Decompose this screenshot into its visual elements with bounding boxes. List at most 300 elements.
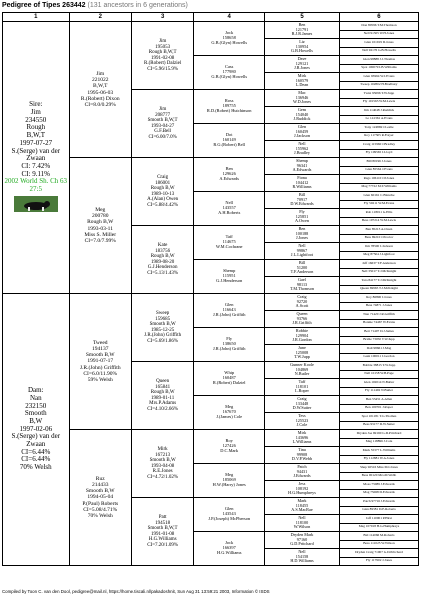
dog-line: R.Williams bbox=[292, 184, 312, 190]
gen2-cell bbox=[69, 294, 131, 430]
gen4-cell bbox=[194, 90, 265, 124]
dog-line: Zwaan bbox=[26, 154, 46, 163]
gen6-cell: Glen 85564 J.Evans bbox=[339, 166, 418, 175]
gen6-cell: Jim 78500 J.Jackson bbox=[339, 243, 418, 252]
column-header: 2 bbox=[69, 13, 131, 22]
dog-line: J.Edwards bbox=[293, 473, 311, 479]
gen6-cell: Nell 92176 G.B.Howells bbox=[339, 47, 418, 56]
dog-line: CI=5.96/15.9% bbox=[147, 66, 179, 72]
dog-line: 160579 bbox=[295, 77, 309, 83]
dog-line: Smooth B,W bbox=[85, 488, 115, 495]
dog-line: 129626 bbox=[222, 171, 236, 177]
gen6-cell: Fly 50211 W.M.Evans bbox=[339, 200, 418, 209]
dog-line: 208777 bbox=[155, 112, 171, 118]
gen3-cell bbox=[131, 362, 193, 430]
dog-line: J.P.(Joseph) McPherson bbox=[208, 515, 251, 521]
dog-line: J.R.(John) Griffith bbox=[212, 345, 246, 351]
gen5-cell bbox=[265, 243, 340, 260]
dog-line: Bill bbox=[298, 192, 306, 198]
dog-line: Rough B,W,T bbox=[148, 50, 177, 55]
gen5-cell bbox=[265, 73, 340, 90]
dog-line: T.M.Thomson bbox=[290, 286, 314, 292]
dog-line: 97160 bbox=[296, 536, 308, 542]
dog-line: 125008 bbox=[295, 349, 309, 355]
gen5-cell bbox=[265, 549, 340, 566]
gen6-cell: Gunt 100011 J.Gordon bbox=[339, 353, 418, 362]
gen6-cell: Roy 117305 R.Frayer bbox=[339, 132, 418, 141]
dog-line: 1995-06-03 bbox=[87, 89, 114, 96]
gen5-cell bbox=[265, 396, 340, 413]
gen6-cell: Bess 111025 W.Wilson bbox=[339, 540, 418, 549]
dog-line: 183756 bbox=[155, 248, 171, 254]
gen4-cell bbox=[194, 192, 265, 226]
dog-line: A.Edwards bbox=[219, 175, 239, 181]
gen4-cell bbox=[194, 532, 265, 566]
title-note: 2002 World Sh. Ch 63 27:5 bbox=[4, 177, 68, 193]
dog-line: 194518 bbox=[155, 520, 171, 526]
dog-line: Fly bbox=[299, 209, 305, 215]
dog-line: 232150 bbox=[25, 401, 47, 410]
dog-line: 155962 bbox=[295, 145, 309, 151]
dog-line: Taff bbox=[225, 234, 233, 240]
dog-line: 1994-05-04 bbox=[87, 494, 114, 501]
gen6-cell: Glen 101919 D.Jones bbox=[339, 39, 418, 48]
gen6-cell: Mark 55377 L.Williams bbox=[339, 447, 418, 456]
gen6-cell: Nell 10158 W.B.Page bbox=[339, 370, 418, 379]
dog-line: 160149 bbox=[222, 137, 236, 143]
dog-line: J.R.Gordon bbox=[292, 337, 312, 343]
dog-line: Craig bbox=[297, 396, 307, 402]
dog-line: 136946 bbox=[295, 94, 309, 100]
dog-line: CI: 9.11% bbox=[21, 169, 51, 178]
dog-line: Jim bbox=[96, 71, 105, 78]
dog-line: 118100 bbox=[295, 519, 309, 525]
dog-line: Rough B,W bbox=[150, 254, 175, 259]
dog-line: Ben bbox=[225, 166, 233, 172]
gen4-cell bbox=[194, 260, 265, 294]
dog-line: 108192 bbox=[295, 485, 309, 491]
gen4-cell bbox=[194, 362, 265, 396]
dog-line: CI=4.10/2.66% bbox=[147, 406, 179, 412]
dog-line: Smooth B,W bbox=[149, 322, 176, 327]
dog-line: D.W.Edwards bbox=[290, 201, 314, 207]
dog-line: D.V.P.Webb bbox=[291, 456, 313, 462]
dog-line: CI=6.0/11.90% bbox=[83, 370, 118, 377]
gen5-cell bbox=[265, 379, 340, 396]
dog-line: J.Jackson bbox=[294, 133, 310, 139]
gen6-cell: Meg 87504 J.Lightfoot bbox=[339, 251, 418, 260]
dog-line: Rough B,W bbox=[150, 186, 175, 191]
dog-line: A.Edwards bbox=[292, 167, 312, 173]
dog-line: Liz bbox=[299, 39, 305, 45]
gen5-cell bbox=[265, 277, 340, 294]
dog-line: Nell bbox=[298, 141, 306, 147]
gen5-cell bbox=[265, 515, 340, 532]
dog-line: S.(Serge) van der bbox=[11, 146, 61, 155]
dog-line: 1989-08-20 bbox=[150, 259, 175, 265]
gen4-cell bbox=[194, 328, 265, 362]
gen6-cell: Don 80596 T.M.Thomson bbox=[339, 22, 418, 31]
dog-line: CI=4.72/1.02% bbox=[147, 474, 179, 480]
dog-line: 159685 bbox=[155, 316, 171, 322]
dog-line: 1997-07-27 bbox=[19, 138, 53, 147]
dog-line: 1993-04-08 bbox=[150, 463, 175, 469]
gen5-cell bbox=[265, 345, 340, 362]
gen6-cell: Patch 97716 J.Edwards bbox=[339, 498, 418, 507]
dog-line: W.Wilson bbox=[293, 524, 311, 530]
gen5-cell bbox=[265, 107, 340, 124]
dog-line: Ben bbox=[298, 22, 306, 28]
dog-line: P.(Paul) Roberts bbox=[82, 500, 119, 507]
dog-line: 167213 bbox=[155, 452, 171, 458]
dog-line: 70% Welsh bbox=[19, 463, 52, 472]
dog-line: Queen bbox=[296, 311, 308, 317]
dog-line: Ross bbox=[224, 98, 234, 104]
dog-line: Jess bbox=[298, 481, 306, 487]
gen3-cell bbox=[131, 294, 193, 362]
dog-line: D.W.Sutter bbox=[292, 405, 312, 411]
gen5-cell bbox=[265, 328, 340, 345]
gen4-cell bbox=[194, 498, 265, 532]
dog-line: 1989-01-11 bbox=[151, 395, 175, 401]
dog-line: H.G.Williams bbox=[148, 537, 177, 542]
gen6-cell: Ben 85213 A.Owen bbox=[339, 226, 418, 235]
column-header: 3 bbox=[131, 13, 193, 22]
dog-line: 104412 bbox=[295, 179, 309, 185]
dog-line: A.S.MacRae bbox=[291, 507, 313, 513]
dog-line: 165841 bbox=[155, 384, 171, 390]
dog-line: Mark bbox=[297, 498, 307, 504]
dog-line: J.R.(John) Griffith bbox=[212, 311, 246, 317]
column-header: 4 bbox=[194, 13, 265, 22]
gen6-cell: Meg 107018 H.G.Humphreys bbox=[339, 523, 418, 532]
gen6-cell: Nell 91305 W.H.Jones bbox=[339, 30, 418, 39]
gen4-cell bbox=[194, 430, 265, 464]
dog-line: Miss S. Miller bbox=[84, 231, 117, 238]
dog-line: 143557 bbox=[222, 205, 236, 211]
gen6-cell: Queen 69965 T.J.McKnight bbox=[339, 285, 418, 294]
gen6-cell: Ben 55451 A.Allen bbox=[339, 396, 418, 405]
gen4-cell bbox=[194, 124, 265, 158]
dog-line: Meg bbox=[225, 404, 234, 410]
dog-line: 118101 bbox=[295, 383, 309, 389]
gen6-cell: Fly 111492 N.Butler bbox=[339, 387, 418, 396]
dog-line: G.B.Howells bbox=[291, 48, 313, 54]
gen6-cell: Glen 60161 C.Blanche bbox=[339, 192, 418, 201]
gen6-cell: Craig 115960 J.Bradley bbox=[339, 141, 418, 150]
dog-line: J.L.Lightfoot bbox=[290, 252, 314, 258]
gen6-cell: Bess 69210 J.Proctor bbox=[339, 234, 418, 243]
gen6-cell: Bobbie 38815 T.W.Jupp bbox=[339, 362, 418, 371]
dog-line: J.Ruddick bbox=[293, 116, 311, 122]
gen5-cell bbox=[265, 532, 340, 549]
dog-line: 127426 bbox=[222, 443, 236, 449]
dog-line: CI=6.00/7.0% bbox=[148, 134, 177, 140]
dog-line: 96341 bbox=[296, 162, 308, 168]
gen6-cell: Bess 107214 W.M.Lewis bbox=[339, 217, 418, 226]
dog-line: D.C.Mark bbox=[220, 447, 239, 453]
dog-line: Rough B,W bbox=[150, 390, 175, 395]
gen6-cell: Bridie 73050 T.W.Jupp bbox=[339, 336, 418, 345]
dog-line: Shemp bbox=[223, 268, 236, 274]
gen5-cell bbox=[265, 56, 340, 73]
gen3-cell bbox=[131, 90, 193, 158]
dog-line: R.D.(Robert) Hutchinson bbox=[206, 107, 252, 113]
dog-line: Jock bbox=[225, 540, 234, 546]
dog-line: 104869 bbox=[295, 366, 309, 372]
gen5-cell bbox=[265, 90, 340, 107]
dog-line: 154040 bbox=[295, 111, 309, 117]
gen5-cell bbox=[265, 362, 340, 379]
dog-line: Smooth bbox=[24, 409, 47, 418]
gen6-cell: Shep 92516 Miss M.I.Jones bbox=[339, 464, 418, 473]
dog-line: 129121 bbox=[295, 60, 309, 66]
gen5-cell bbox=[265, 209, 340, 226]
dog-line: 70% Welsh bbox=[87, 512, 113, 519]
gen2-cell bbox=[69, 430, 131, 566]
gen6-cell: Fly 117902 J.Jones bbox=[339, 557, 418, 566]
dog-line: 125523 bbox=[295, 417, 309, 423]
gen4-cell bbox=[194, 464, 265, 498]
dog-line: Dam: bbox=[27, 386, 44, 395]
gen5-cell bbox=[265, 311, 340, 328]
gen6-cell: Bess 74871 J.Jones bbox=[339, 302, 418, 311]
dog-line: 1991-02-08 bbox=[150, 55, 175, 61]
gen6-cell: Bonnie 74467 W.Evans bbox=[339, 319, 418, 328]
dog-line: Patt bbox=[158, 515, 167, 520]
dog-line: Dryden Mark bbox=[290, 532, 314, 538]
dog-line: Smooth B,W,T bbox=[147, 118, 178, 123]
dog-line: 98113 bbox=[296, 281, 308, 287]
dog-line: Craig bbox=[157, 175, 169, 180]
dog-line: 158658 bbox=[222, 35, 236, 41]
dog-line: 1989-10-13 bbox=[150, 191, 175, 197]
gen5-cell bbox=[265, 22, 340, 39]
gen5-cell bbox=[265, 260, 340, 277]
dog-line: CI=7.0/7.99% bbox=[84, 237, 116, 244]
dog-line: 221022 bbox=[91, 77, 109, 84]
dog-line: June bbox=[298, 345, 306, 351]
dog-line: 186001 bbox=[155, 180, 171, 186]
dog-line: Gunner Koole bbox=[290, 362, 314, 368]
dog-line: Glen bbox=[224, 302, 234, 308]
dog-line: Nell bbox=[298, 549, 306, 555]
gen4-cell bbox=[194, 22, 265, 56]
dog-line: N.Butler bbox=[294, 371, 310, 377]
dog-line: W.M.Cochrane bbox=[215, 243, 243, 249]
gen6-cell: Bill 80196 J.Jones bbox=[339, 158, 418, 167]
gen5-cell bbox=[265, 464, 340, 481]
gen6-cell: Bert 71407 D.J.James bbox=[339, 328, 418, 337]
gen6-cell: Lo 141361 A.Evans bbox=[339, 115, 418, 124]
gen6-cell: Spot 100079 I.B.Williams bbox=[339, 64, 418, 73]
gen3-cell bbox=[131, 158, 193, 226]
dog-line: 143543 bbox=[222, 511, 236, 517]
dog-line: Ruz bbox=[95, 476, 105, 483]
dog-line: Cass bbox=[225, 64, 234, 70]
gen6-cell: Roy 86890 J.Jones bbox=[339, 294, 418, 303]
dog-line: CI: 7.42% bbox=[21, 161, 51, 170]
dog-line: Jim bbox=[159, 107, 167, 112]
dog-line: Mac bbox=[298, 90, 306, 96]
dog-line: Dot bbox=[225, 132, 233, 138]
dog-line: 115951 bbox=[222, 273, 236, 279]
gen5-cell bbox=[265, 175, 340, 192]
dog-line: Fly bbox=[226, 336, 233, 342]
dog-line: Nell bbox=[298, 515, 306, 521]
gen6-cell: Nell 35017 T.J.McKnight bbox=[339, 268, 418, 277]
dog-line: Jim bbox=[159, 39, 167, 44]
dog-line: H.W.(Harry) Jones bbox=[212, 481, 246, 487]
dog-line: Roy bbox=[225, 438, 233, 444]
gen5-cell bbox=[265, 124, 340, 141]
dog-line: S.(Serge) van der bbox=[11, 432, 61, 441]
dog-line: 94431 bbox=[296, 468, 308, 474]
sire-cell bbox=[3, 22, 70, 294]
dog-line: Mrs.P.Adams bbox=[149, 401, 177, 406]
dog-line: Sweep bbox=[155, 311, 170, 316]
gen2-cell bbox=[69, 22, 131, 158]
dog-line: Kate bbox=[157, 243, 168, 248]
dog-line: Jim bbox=[30, 108, 41, 117]
dog-line: CI=5.13/1.43% bbox=[147, 270, 179, 276]
gen4-cell bbox=[194, 56, 265, 90]
gen5-cell bbox=[265, 39, 340, 56]
dog-line: CI=5.08/4.71% bbox=[83, 506, 118, 513]
dog-line: CI=6.44% bbox=[21, 447, 51, 456]
gen6-cell: Rags 106110 J.P.Jones bbox=[339, 175, 418, 184]
gen3-cell bbox=[131, 498, 193, 566]
column-header: 6 bbox=[339, 13, 418, 22]
gen6-cell: Bess 90120 Mrs.M.Webb bbox=[339, 472, 418, 481]
dog-line: 234550 bbox=[25, 115, 47, 124]
dog-line: 99867 bbox=[296, 247, 308, 253]
dog-photo bbox=[14, 196, 58, 212]
dog-line: B,W,T bbox=[26, 131, 45, 140]
dog-line: H.D.Williams bbox=[290, 558, 314, 564]
dog-line: Shemp bbox=[296, 158, 308, 164]
dog-line: 114675 bbox=[222, 239, 236, 245]
gen6-cell: Glen 98888 J.J.Thomas bbox=[339, 56, 418, 65]
gen6-cell: Jim 114048 J.Ruddick bbox=[339, 107, 418, 116]
dog-line: Rough bbox=[26, 123, 46, 132]
dog-line: T.F.Anderson bbox=[290, 269, 314, 275]
dog-line: R.E.Jones bbox=[152, 469, 173, 474]
dog-line: 166397 bbox=[222, 545, 236, 551]
dog-line: J.Jones bbox=[295, 235, 308, 241]
gen6-cell: Glen 93994 W.J.Evans bbox=[339, 73, 418, 82]
dog-line: 70917 bbox=[296, 196, 308, 202]
dog-line: 93766 bbox=[296, 315, 308, 321]
dog-line: G.J.Henderson bbox=[216, 277, 243, 283]
gen5-cell bbox=[265, 226, 340, 243]
dog-line: CI=5.69/1.86% bbox=[147, 338, 179, 344]
gen5-cell bbox=[265, 158, 340, 175]
dog-line: A.H.Roberts bbox=[218, 209, 241, 215]
dog-line: W.D.Jones bbox=[292, 99, 311, 105]
dog-line: Tess bbox=[298, 413, 306, 419]
dog-line: 200780 bbox=[91, 213, 109, 220]
dog-line: T.W.Jupp bbox=[294, 354, 310, 360]
dog-line: Fiona bbox=[297, 175, 307, 181]
dog-line: Glen bbox=[224, 506, 234, 512]
dog-line: R.J.R.James bbox=[291, 31, 313, 37]
dog-line: Tina bbox=[298, 447, 306, 453]
dog-line: Nan bbox=[29, 393, 42, 402]
dog-line: Queen bbox=[156, 379, 170, 384]
dog-line: 121791 bbox=[295, 26, 309, 32]
dam-cell bbox=[3, 294, 70, 566]
dog-line: 160459 bbox=[295, 128, 309, 134]
gen3-cell bbox=[131, 430, 193, 498]
dog-line: 92720 bbox=[296, 298, 308, 304]
gen5-cell bbox=[265, 498, 340, 515]
dog-line: 125851 bbox=[295, 213, 309, 219]
dog-line: 1991-07-17 bbox=[87, 358, 114, 365]
dog-line: Robbie bbox=[295, 328, 309, 334]
dog-line: Nell bbox=[298, 243, 306, 249]
gen4-cell bbox=[194, 226, 265, 260]
dog-line: CI=8.0/0.29% bbox=[84, 101, 116, 108]
dog-line: CI=5.88/4.42% bbox=[147, 202, 179, 208]
dog-line: H.G.Humphreys bbox=[288, 490, 316, 496]
dog-line: J.Cole bbox=[296, 422, 308, 428]
dog-line: Jock bbox=[225, 30, 234, 36]
gen6-cell: Ben 100701 J.Roper bbox=[339, 404, 418, 413]
dog-line: Bill bbox=[298, 260, 306, 266]
dog-line: B,W bbox=[29, 416, 43, 425]
dog-line: Glen bbox=[297, 124, 307, 130]
dog-line: Taff bbox=[298, 379, 306, 385]
gen6-cell: Tian 71420 J.R.Griffith bbox=[339, 311, 418, 320]
gen5-cell bbox=[265, 481, 340, 498]
gen4-cell bbox=[194, 294, 265, 328]
dog-line: 116643 bbox=[222, 307, 236, 313]
footer-credit: Compiled by Toon C. van den Dool, pedigree@mail.nl, https://home.tiscali.nl/pakadoshnit, Sun Aug 31 13:59:21 2003, Information © ISDS bbox=[2, 589, 270, 594]
gen6-cell: Spot 101181 T.G.Thomas bbox=[339, 413, 418, 422]
gen6-cell: Moss 75089 J.Edwards bbox=[339, 481, 418, 490]
dog-line: Gem bbox=[297, 107, 307, 113]
dog-line: CI=6.44% bbox=[21, 455, 51, 464]
dog-line: G.B.(Glyn) Howells bbox=[211, 39, 248, 45]
dog-line: Tweed bbox=[92, 340, 108, 347]
dog-line: R.G.(Robert) Bell bbox=[213, 141, 245, 147]
dog-line: 133448 bbox=[295, 400, 309, 406]
gen5-cell bbox=[265, 192, 340, 209]
dog-line: R.(Robert) Dalziel bbox=[212, 379, 246, 385]
gen5-cell bbox=[265, 294, 340, 311]
gen6-cell: Bess 93177 D.W.Sutter bbox=[339, 421, 418, 430]
dog-line: CI=7.20/1.09% bbox=[147, 542, 179, 548]
gen5-cell bbox=[265, 141, 340, 158]
dog-line: L.Roper bbox=[295, 388, 309, 394]
dog-line: Sire: bbox=[29, 100, 43, 109]
gen3-cell bbox=[131, 226, 193, 294]
dog-line: 167670 bbox=[222, 409, 236, 415]
dog-line: 130954 bbox=[295, 43, 309, 49]
dog-line: 154158 bbox=[295, 553, 309, 559]
gen6-cell: Dryden Joe 69160 G.D.Pritchard bbox=[339, 430, 418, 439]
gen4-cell bbox=[194, 396, 265, 430]
dog-line: G.D.Pritchard bbox=[290, 541, 314, 547]
column-header: 1 bbox=[3, 13, 70, 22]
gen6-cell: Fly 101563 W.M.Lewis bbox=[339, 98, 418, 107]
gen6-cell: Mag 75068 D.Edwards bbox=[339, 489, 418, 498]
dog-line: L.Dean bbox=[295, 82, 309, 88]
gen6-cell: Glen 102014 N.Butler bbox=[339, 379, 418, 388]
dog-line: G.B.(Glyn) Howells bbox=[211, 73, 248, 79]
dog-line: Mirk bbox=[297, 430, 307, 436]
